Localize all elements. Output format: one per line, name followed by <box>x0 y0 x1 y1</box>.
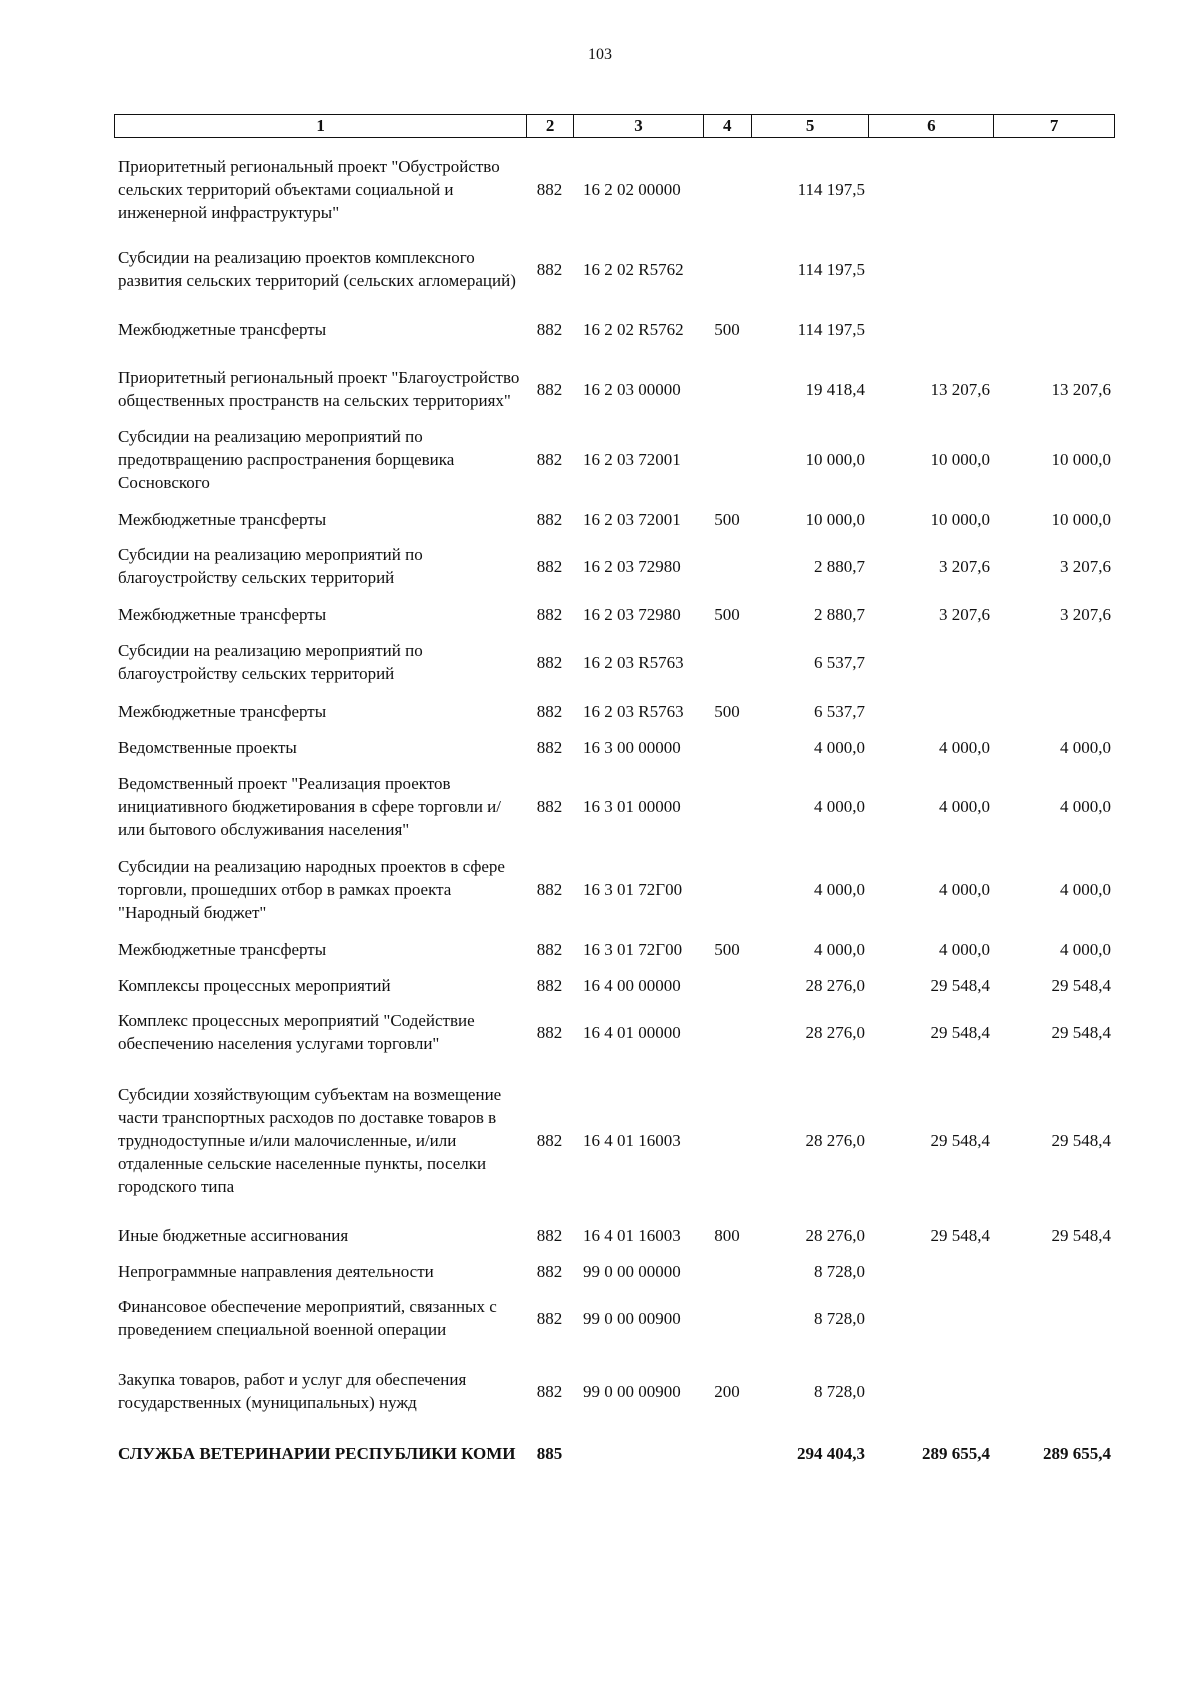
row-ved: 882 <box>536 509 563 529</box>
row-value-1: 8 728,0 <box>814 1308 865 1328</box>
row-value-1: 4 000,0 <box>814 796 865 816</box>
row-value-2: 4 000,0 <box>939 796 990 816</box>
row-name: Межбюджетные трансферты <box>118 604 327 624</box>
row-csr: 16 2 02 00000 <box>583 179 681 199</box>
row-name: Приоритетный региональный проект "Благоустройство общественных пространств на сельских территориях" <box>118 368 520 410</box>
table-row <box>114 1009 1115 1055</box>
row-value-2: 13 207,6 <box>930 379 990 399</box>
row-value-3: 29 548,4 <box>1051 1225 1111 1245</box>
row-csr: 99 0 00 00900 <box>583 1308 681 1328</box>
row-csr: 16 4 00 00000 <box>583 975 681 995</box>
row-ved: 882 <box>536 701 563 721</box>
table-row <box>114 543 1115 589</box>
header-col-6: 6 <box>868 115 993 137</box>
row-value-1: 294 404,3 <box>797 1443 865 1463</box>
row-ved: 882 <box>536 737 563 757</box>
row-ved: 882 <box>536 604 563 624</box>
row-vr: 500 <box>714 319 740 339</box>
table-row <box>114 602 1115 626</box>
row-csr: 16 4 01 00000 <box>583 1022 681 1042</box>
row-csr: 16 3 01 00000 <box>583 796 681 816</box>
row-value-1: 28 276,0 <box>805 975 865 995</box>
table-row <box>114 354 1115 424</box>
row-value-2: 289 655,4 <box>922 1443 990 1463</box>
row-csr: 16 2 03 72980 <box>583 556 681 576</box>
table-header <box>114 114 1115 138</box>
table-row <box>114 154 1115 224</box>
row-name: Комплексы процессных мероприятий <box>118 975 391 995</box>
row-ved: 882 <box>536 556 563 576</box>
row-value-1: 4 000,0 <box>814 939 865 959</box>
row-ved: 882 <box>536 319 563 339</box>
table-row <box>114 771 1115 841</box>
row-csr: 16 2 03 72001 <box>583 509 681 529</box>
row-csr: 16 3 01 72Г00 <box>583 879 683 899</box>
header-col-1: 1 <box>316 116 325 135</box>
table-row <box>114 699 1115 723</box>
row-value-3: 4 000,0 <box>1060 737 1111 757</box>
row-name: Ведомственные проекты <box>118 737 297 757</box>
row-value-2: 4 000,0 <box>939 939 990 959</box>
row-name: Ведомственный проект "Реализация проектов инициативного бюджетирования в сфере торговли и/или бытового обслуживания населения" <box>118 773 501 839</box>
table-row <box>114 1223 1115 1247</box>
row-value-3: 29 548,4 <box>1051 975 1111 995</box>
row-ved: 882 <box>536 1130 563 1150</box>
row-value-2: 4 000,0 <box>939 879 990 899</box>
table-row <box>114 234 1115 304</box>
row-csr: 99 0 00 00900 <box>583 1381 681 1401</box>
row-value-3: 3 207,6 <box>1060 556 1111 576</box>
row-ved: 885 <box>536 1443 563 1463</box>
row-name: Межбюджетные трансферты <box>118 701 327 721</box>
header-col-3: 3 <box>573 115 703 137</box>
row-vr: 200 <box>714 1381 740 1401</box>
row-ved: 882 <box>536 379 563 399</box>
row-vr: 500 <box>714 604 740 624</box>
row-name: Субсидии на реализацию проектов комплексного развития сельских территорий (сельских агломераций) <box>118 248 516 290</box>
row-ved: 882 <box>536 449 563 469</box>
row-value-1: 2 880,7 <box>814 556 865 576</box>
row-name: Финансовое обеспечение мероприятий, связанных с проведением специальной военной операции <box>118 1297 497 1339</box>
row-value-3: 29 548,4 <box>1051 1130 1111 1150</box>
row-csr: 16 2 03 R5763 <box>583 701 684 721</box>
row-ved: 882 <box>536 652 563 672</box>
row-name: СЛУЖБА ВЕТЕРИНАРИИ РЕСПУБЛИКИ КОМИ <box>118 1443 516 1463</box>
row-csr: 16 4 01 16003 <box>583 1130 681 1150</box>
row-ved: 882 <box>536 1261 563 1281</box>
row-ved: 882 <box>536 179 563 199</box>
row-value-2: 29 548,4 <box>930 1130 990 1150</box>
row-ved: 882 <box>536 796 563 816</box>
table-row <box>114 973 1115 997</box>
row-ved: 882 <box>536 1308 563 1328</box>
table-row <box>114 854 1115 924</box>
row-csr: 16 3 00 00000 <box>583 737 681 757</box>
row-value-3: 289 655,4 <box>1043 1443 1111 1463</box>
row-value-1: 6 537,7 <box>814 652 865 672</box>
row-value-3: 4 000,0 <box>1060 939 1111 959</box>
row-csr: 16 2 03 R5763 <box>583 652 684 672</box>
row-value-2: 3 207,6 <box>939 604 990 624</box>
row-vr: 500 <box>714 509 740 529</box>
row-name: Непрограммные направления деятельности <box>118 1261 434 1281</box>
row-name: Комплекс процессных мероприятий "Содействие обеспечению населения услугами торговли" <box>118 1011 475 1053</box>
row-csr: 99 0 00 00000 <box>583 1261 681 1281</box>
row-name: Межбюджетные трансферты <box>118 319 327 339</box>
row-vr: 500 <box>714 701 740 721</box>
row-value-1: 10 000,0 <box>805 449 865 469</box>
row-value-1: 28 276,0 <box>805 1225 865 1245</box>
row-value-2: 29 548,4 <box>930 975 990 995</box>
row-vr: 500 <box>714 939 740 959</box>
row-name: Иные бюджетные ассигнования <box>118 1225 349 1245</box>
row-name: Субсидии на реализацию мероприятий по благоустройству сельских территорий <box>118 545 423 587</box>
row-value-1: 8 728,0 <box>814 1261 865 1281</box>
row-value-2: 4 000,0 <box>939 737 990 757</box>
row-ved: 882 <box>536 259 563 279</box>
row-value-3: 29 548,4 <box>1051 1022 1111 1042</box>
header-col-2: 2 <box>526 115 573 137</box>
row-name: Приоритетный региональный проект "Обустройство сельских территорий объектами социальной и инженерной инфраструктуры" <box>118 156 500 222</box>
row-ved: 882 <box>536 1225 563 1245</box>
row-csr: 16 3 01 72Г00 <box>583 939 683 959</box>
header-col-7: 7 <box>993 115 1114 137</box>
row-name: Субсидии на реализацию мероприятий по предотвращению распространения борщевика Сосновского <box>118 426 455 492</box>
row-value-1: 4 000,0 <box>814 737 865 757</box>
table-row <box>114 1430 1115 1476</box>
header-col-4: 4 <box>703 115 751 137</box>
row-value-2: 10 000,0 <box>930 509 990 529</box>
row-value-1: 6 537,7 <box>814 701 865 721</box>
table-row <box>114 1259 1115 1283</box>
row-value-1: 114 197,5 <box>797 259 865 279</box>
row-ved: 882 <box>536 1022 563 1042</box>
header-col-5: 5 <box>751 115 869 137</box>
page-number: 103 <box>588 46 612 63</box>
row-name: Субсидии на реализацию мероприятий по благоустройству сельских территорий <box>118 641 423 683</box>
row-ved: 882 <box>536 1381 563 1401</box>
table-row <box>114 735 1115 759</box>
row-vr: 800 <box>714 1225 740 1245</box>
row-value-2: 3 207,6 <box>939 556 990 576</box>
row-value-1: 28 276,0 <box>805 1130 865 1150</box>
row-name: Субсидии на реализацию народных проектов в сфере торговли, прошедших отбор в рамках проекта "Народный бюджет" <box>118 856 505 922</box>
row-value-1: 8 728,0 <box>814 1381 865 1401</box>
row-name: Межбюджетные трансферты <box>118 939 327 959</box>
row-value-3: 3 207,6 <box>1060 604 1111 624</box>
row-csr: 16 4 01 16003 <box>583 1225 681 1245</box>
row-ved: 882 <box>536 975 563 995</box>
row-csr: 16 2 02 R5762 <box>583 319 684 339</box>
table-row <box>114 507 1115 531</box>
table-row <box>114 424 1115 494</box>
row-csr: 16 2 02 R5762 <box>583 259 684 279</box>
row-value-1: 2 880,7 <box>814 604 865 624</box>
row-value-1: 4 000,0 <box>814 879 865 899</box>
table-row <box>114 317 1115 341</box>
table-row <box>114 639 1115 685</box>
row-ved: 882 <box>536 939 563 959</box>
row-value-3: 10 000,0 <box>1051 509 1111 529</box>
row-value-2: 29 548,4 <box>930 1022 990 1042</box>
row-value-2: 29 548,4 <box>930 1225 990 1245</box>
row-value-3: 13 207,6 <box>1051 379 1111 399</box>
row-value-3: 4 000,0 <box>1060 796 1111 816</box>
row-value-1: 114 197,5 <box>797 319 865 339</box>
row-csr: 16 2 03 72980 <box>583 604 681 624</box>
row-csr: 16 2 03 00000 <box>583 379 681 399</box>
table-row <box>114 937 1115 961</box>
table-row <box>114 1368 1115 1414</box>
row-name: Межбюджетные трансферты <box>118 509 327 529</box>
row-value-3: 4 000,0 <box>1060 879 1111 899</box>
row-name: Закупка товаров, работ и услуг для обеспечения государственных (муниципальных) нужд <box>118 1370 467 1412</box>
row-value-2: 10 000,0 <box>930 449 990 469</box>
row-ved: 882 <box>536 879 563 899</box>
row-value-1: 10 000,0 <box>805 509 865 529</box>
row-value-3: 10 000,0 <box>1051 449 1111 469</box>
row-value-1: 19 418,4 <box>805 379 865 399</box>
row-value-1: 28 276,0 <box>805 1022 865 1042</box>
row-csr: 16 2 03 72001 <box>583 449 681 469</box>
table-row <box>114 1082 1115 1198</box>
row-name: Субсидии хозяйствующим субъектам на возмещение части транспортных расходов по доставке товаров в труднодоступные и/или малочисленные, и/или отдаленные сельские населенные пункты, поселки городского типа <box>118 1084 502 1196</box>
table-row <box>114 1295 1115 1341</box>
row-value-1: 114 197,5 <box>797 179 865 199</box>
